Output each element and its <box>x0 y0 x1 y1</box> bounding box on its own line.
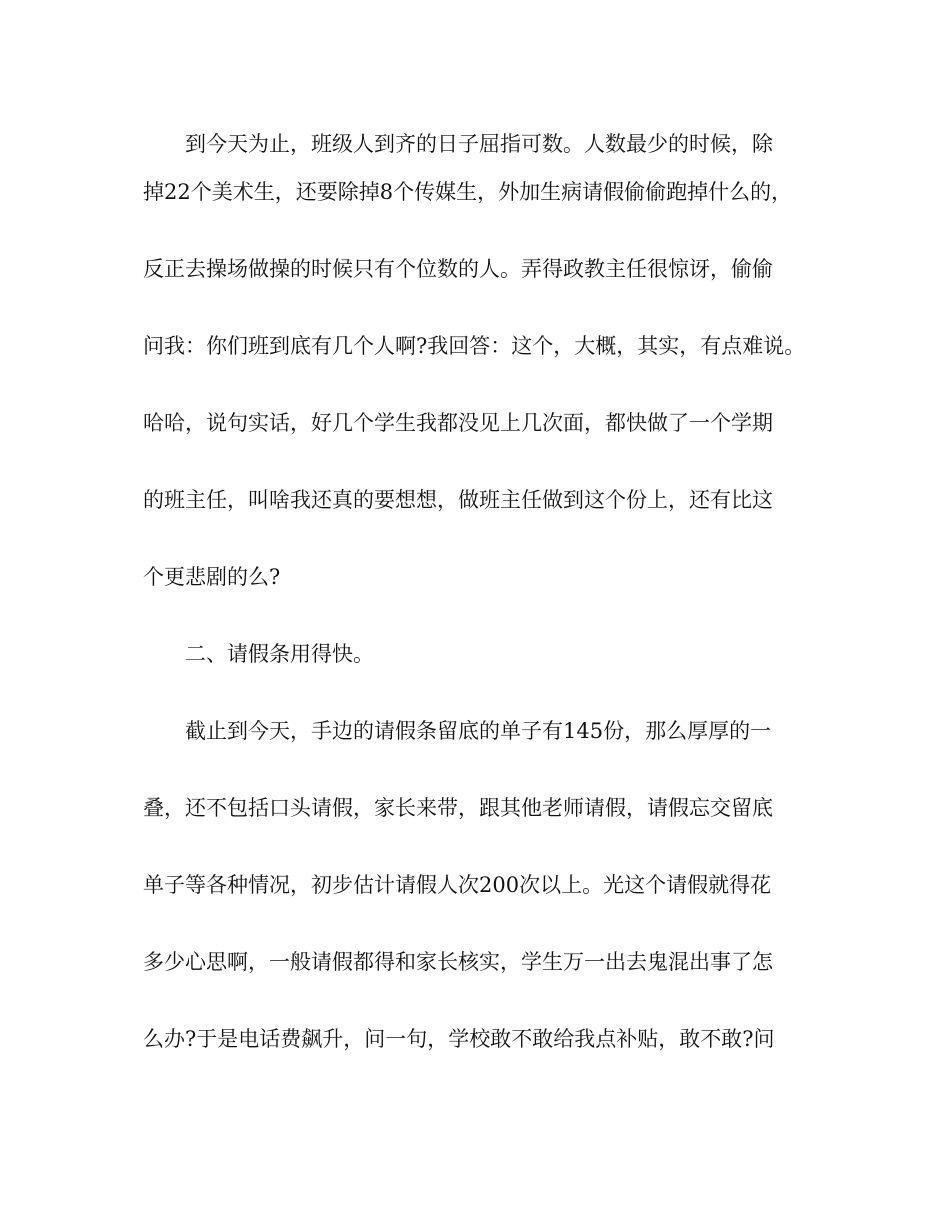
text-line: 哈哈，说句实话，好几个学生我都没见上几次面，都快做了一个学期 <box>143 411 773 435</box>
text-line: 多少心思啊，一般请假都得和家长核实，学生万一出去鬼混出事了怎 <box>143 950 773 974</box>
document-body <box>143 120 813 1063</box>
text-line: 单子等各种情况，初步估计请假人次200次以上。光这个请假就得花 <box>143 873 772 897</box>
text-line: 的班主任，叫啥我还真的要想想，做班主任做到这个份上，还有比这 <box>143 488 773 512</box>
text-line: 反正去操场做操的时候只有个位数的人。弄得政教主任很惊讶，偷偷 <box>143 257 773 281</box>
text-line: 个更悲剧的么? <box>143 565 281 589</box>
text-line: 到今天为止，班级人到齐的日子屈指可数。人数最少的时候，除 <box>185 132 773 156</box>
text-line: 问我：你们班到底有几个人啊?我回答：这个，大概，其实，有点难说。 <box>143 334 806 358</box>
text-line: 叠，还不包括口头请假，家长来带，跟其他老师请假，请假忘交留底 <box>143 796 773 820</box>
text-line: 么办?于是电话费飙升，问一句，学校敢不敢给我点补贴，敢不敢?问 <box>143 1027 775 1051</box>
section-heading: 二、请假条用得快。 <box>185 642 374 666</box>
text-line: 截止到今天，手边的请假条留底的单子有145份，那么厚厚的一 <box>185 719 772 743</box>
text-line: 掉22个美术生，还要除掉8个传媒生，外加生病请假偷偷跑掉什么的， <box>143 180 793 204</box>
